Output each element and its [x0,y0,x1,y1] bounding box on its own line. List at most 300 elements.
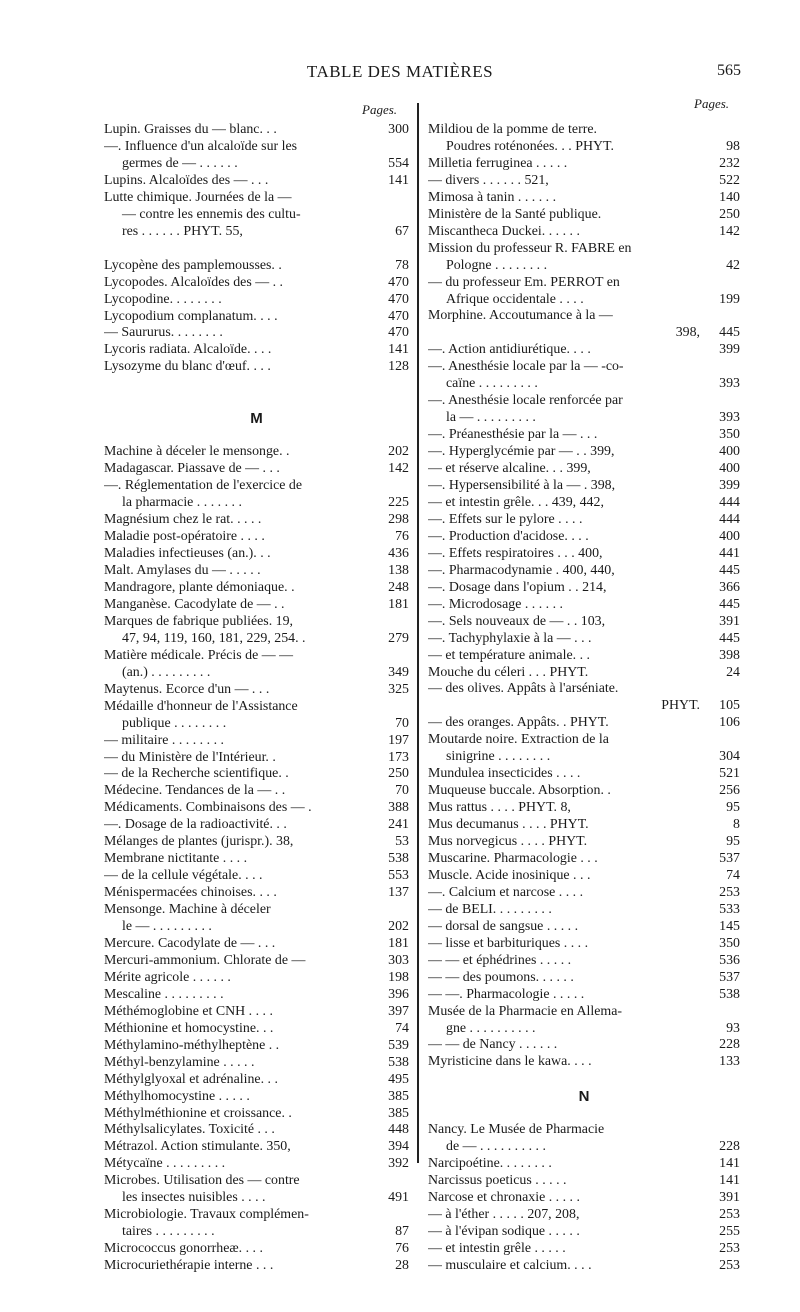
index-entry-text: Lycopodium complanatum. . . . [104,308,278,324]
index-entry [428,631,740,648]
index-entry-text: Microbes. Utilisation des — contre [104,1173,300,1189]
index-entry-text: Mus rattus . . . . PHYT. 8, [428,800,571,816]
index-entry [428,851,740,868]
index-entry-text: Maytenus. Ecorce d'un — . . . [104,681,270,697]
index-entry-text: la — . . . . . . . . . [446,410,536,426]
index-entry-page: 537 [719,850,740,866]
index-entry [104,122,409,139]
index-entry-text: —. Réglementation de l'exercice de [104,478,303,494]
index-entry-text: Microcuriethérapie interne . . . [104,1258,274,1274]
index-entry-page: 67 [395,223,409,239]
index-entry-text: —. Effets respiratoires . . . 400, [428,545,603,561]
index-entry-page: 554 [388,155,409,171]
index-entry-page: 397 [388,1003,409,1019]
index-entry [104,665,409,682]
index-entry-page: 137 [388,885,409,901]
index-entry [428,275,740,292]
index-entry-text: Ministère de la Santé publique. [428,206,602,222]
index-entry-text: (an.) . . . . . . . . . [122,664,211,680]
index-entry-page: 24 [726,664,740,680]
index-entry [104,1156,409,1173]
index-entry-page: 145 [719,918,740,934]
index-entry [428,1207,740,1224]
index-entry [428,749,740,766]
index-entry-page: 536 [719,952,740,968]
index-entry-page: 250 [719,206,740,222]
index-entry-text: —. Anesthésie locale par la — -co- [428,359,624,375]
index-entry [428,834,740,851]
blank-line [104,427,409,444]
index-entry-page: 173 [388,749,409,765]
index-entry-text: —. Production d'acidose. . . . [428,528,589,544]
index-entry [428,258,740,275]
index-entry [104,461,409,478]
index-entry-text: taires . . . . . . . . . [122,1224,215,1240]
index-entry [104,953,409,970]
index-entry-page: 197 [388,732,409,748]
index-entry-page: 385 [388,1105,409,1121]
section-letter: M [250,410,263,428]
index-entry [104,495,409,512]
index-entry-text: Méthylsalicylates. Toxicité . . . [104,1122,275,1138]
index-entry [428,359,740,376]
index-entry-page: 93 [726,1020,740,1036]
index-entry [104,902,409,919]
index-column-right [428,122,740,1275]
index-entry-page: 70 [395,783,409,799]
index-entry-text: Mandragore, plante démoniaque. . [104,579,295,595]
index-entry [104,868,409,885]
index-entry [104,766,409,783]
index-entry [428,393,740,410]
index-entry-page: 470 [388,325,409,341]
index-entry-text: Micrococcus gonorrheæ. . . . [104,1241,263,1257]
index-entry-text: Mercure. Cacodylate de — . . . [104,935,276,951]
index-entry-text: Méthionine et homocystine. . . [104,1020,274,1036]
index-entry-page: 74 [726,867,740,883]
index-entry-text: —. Sels nouveaux de — . . 103, [428,613,606,629]
index-entry [428,936,740,953]
index-entry-text: —. Calcium et narcose . . . . [428,884,584,900]
index-entry-page: 232 [719,155,740,171]
index-entry-text: — du Ministère de l'Intérieur. . [104,749,276,765]
index-entry-page: 521 [719,766,740,782]
index-entry-text: —. Préanesthésie par la — . . . [428,427,598,443]
index-entry-page: 538 [388,1054,409,1070]
index-entry-page: 53 [395,834,409,850]
index-entry-page: 445 [719,630,740,646]
index-entry-text: — — de Nancy . . . . . . [428,1037,558,1053]
blank-line [104,393,409,410]
index-entry [428,766,740,783]
index-entry [104,1055,409,1072]
index-entry [428,1021,740,1038]
index-entry-text: sinigrine . . . . . . . . [446,749,551,765]
index-entry [104,325,409,342]
index-entry-text: Microbiologie. Travaux complémen- [104,1207,309,1223]
index-column-left [104,122,409,1275]
index-entry-page: 70 [395,715,409,731]
index-entry-text: publique . . . . . . . . [122,715,227,731]
index-entry-page: 279 [388,630,409,646]
page-header-title: TABLE DES MATIÈRES [306,62,494,81]
index-entry-page: 300 [388,122,409,137]
pages-label-left: Pages. [362,102,398,117]
index-entry-page: 141 [388,172,409,188]
index-entry [104,987,409,1004]
index-entry-page: 349 [388,664,409,680]
index-entry-text: — —. Pharmacologie . . . . . [428,986,585,1002]
index-entry [428,698,740,715]
index-entry [428,987,740,1004]
index-entry-page: 304 [719,749,740,765]
index-entry-text: Marques de fabrique publiées. 19, [104,613,294,629]
index-entry [428,715,740,732]
index-entry [104,1241,409,1258]
index-entry-text: —. Effets sur le pylore . . . . [428,511,583,527]
index-entry [428,580,740,597]
index-entry [428,1156,740,1173]
index-entry [104,716,409,733]
blank-line [104,376,409,393]
index-entry-text: Métrazol. Action stimulante. 350, [104,1139,291,1155]
index-entry-page: 98 [726,138,740,154]
index-entry-text: Mimosa à tanin . . . . . . [428,189,557,205]
index-entry-text: Maladies infectieuses (an.). . . [104,546,271,562]
index-entry-text: Poudres roténonées. . . PHYT. [446,138,614,154]
index-entry [428,122,740,139]
index-entry [104,173,409,190]
index-entry-text: Muscarine. Pharmacologie . . . [428,850,598,866]
index-entry-text: Médicaments. Combinaisons des — . [104,800,312,816]
index-entry-text: Moutarde noire. Extraction de la [428,732,609,748]
index-entry-text: Lycopène des pamplemousses. . [104,257,282,273]
index-entry-page: 350 [719,935,740,951]
index-entry-page: 495 [388,1071,409,1087]
index-entry [428,512,740,529]
index-entry-text: Lupins. Alcaloïdes des — . . . [104,172,269,188]
index-entry [104,648,409,665]
index-entry [428,495,740,512]
index-entry [428,461,740,478]
index-entry-text: — divers . . . . . . 521, [428,172,549,188]
index-entry [428,1004,740,1021]
index-entry-page: 142 [719,223,740,239]
index-entry [104,563,409,580]
index-entry-page: 445 [719,596,740,612]
index-entry-page: 76 [395,529,409,545]
index-entry-page: 445 [719,562,740,578]
index-entry [104,1038,409,1055]
index-entry [428,1054,740,1071]
index-entry [104,699,409,716]
index-entry-text: Mundulea insecticides . . . . [428,766,581,782]
index-entry-page: 228 [719,1037,740,1053]
index-entry-page: 28 [395,1258,409,1274]
index-entry-text: Lupin. Graisses du — blanc. . . [104,122,277,137]
index-entry-text: Madagascar. Piassave de — . . . [104,461,280,477]
index-entry-text: PHYT. [661,698,700,714]
index-entry [428,885,740,902]
index-entry [104,156,409,173]
index-entry [428,529,740,546]
index-entry [428,1173,740,1190]
index-entry-page: 445 [719,325,740,341]
index-entry-text: Méthylamino-méthylheptène . . [104,1037,280,1053]
index-entry-text: Mildiou de la pomme de terre. [428,122,597,137]
index-entry [428,207,740,224]
index-entry-page: 228 [719,1139,740,1155]
index-entry-text: de — . . . . . . . . . . [446,1139,546,1155]
index-entry-page: 441 [719,545,740,561]
index-entry-page: 539 [388,1037,409,1053]
index-entry [104,275,409,292]
blank-line [104,241,409,258]
index-entry-text: —. Anesthésie locale renforcée par [428,393,623,409]
index-entry-text: Myristicine dans le kawa. . . . [428,1054,592,1070]
index-entry [428,292,740,309]
index-entry-text: Nancy. Le Musée de Pharmacie [428,1122,605,1138]
index-entry-page: 398 [719,647,740,663]
index-entry [428,224,740,241]
index-entry [104,1139,409,1156]
index-entry-page: 392 [388,1156,409,1172]
index-entry-page: 74 [395,1020,409,1036]
index-entry-text: —. Influence d'un alcaloïde sur les [104,138,298,154]
index-entry [428,1241,740,1258]
index-entry [104,512,409,529]
index-entry-text: — à l'évipan sodique . . . . . [428,1224,580,1240]
index-entry-text: Matière médicale. Précis de — — [104,647,293,663]
index-entry-text: Ménispermacées chinoises. . . . [104,885,277,901]
index-entry-page: 133 [719,1054,740,1070]
index-entry-page: 105 [719,698,740,714]
page-number: 565 [717,62,741,79]
index-entry-page: 253 [719,1258,740,1273]
index-entry-page: 391 [719,613,740,629]
index-entry-text: Lycoris radiata. Alcaloïde. . . . [104,342,272,358]
section-letter: N [578,1088,590,1106]
index-entry-text: Muscle. Acide inosinique . . . [428,867,591,883]
index-entry-page: 448 [388,1122,409,1138]
index-entry [428,783,740,800]
index-entry [104,1224,409,1241]
index-entry [104,851,409,868]
index-entry-page: 538 [388,851,409,867]
index-entry-text: gne . . . . . . . . . . [446,1020,536,1036]
index-entry-page: 225 [388,495,409,511]
index-entry [428,241,740,258]
index-entry-page: 394 [388,1139,409,1155]
index-entry-text: Manganèse. Cacodylate de — . . [104,596,285,612]
index-entry-text: Pologne . . . . . . . . [446,257,548,273]
index-entry-page: 537 [719,969,740,985]
index-entry-text: — et température animale. . . [428,647,590,663]
index-entry-text: Narcose et chronaxie . . . . . [428,1190,580,1206]
index-entry [104,783,409,800]
index-entry [428,173,740,190]
index-entry-text: Lutte chimique. Journées de la — [104,189,292,205]
index-entry-text: Miscantheca Duckei. . . . . . [428,223,580,239]
index-entry-page: 142 [388,461,409,477]
index-entry [104,750,409,767]
index-entry-text: Afrique occidentale . . . . [446,291,584,307]
index-entry [428,427,740,444]
index-entry-page: 42 [726,257,740,273]
index-entry-text: Lycopodes. Alcaloïdes des — . . [104,274,284,290]
index-entry [104,258,409,275]
index-entry [428,563,740,580]
index-entry-text: Méthylglyoxal et adrénaline. . . [104,1071,278,1087]
index-entry [104,1190,409,1207]
index-entry-text: Machine à déceler le mensonge. . [104,444,290,460]
index-entry-page: 399 [719,478,740,494]
index-entry [104,359,409,376]
index-entry-text: Méthémoglobine et CNH . . . . [104,1003,273,1019]
index-entry-page: 138 [388,563,409,579]
index-entry-text: —. Microdosage . . . . . . [428,596,564,612]
index-entry-page: 400 [719,461,740,477]
index-entry-page: 78 [395,257,409,273]
index-entry [428,444,740,461]
index-entry-text: — et intestin grêle . . . . . [428,1241,566,1257]
index-entry [428,665,740,682]
index-entry [104,139,409,156]
index-entry [428,681,740,698]
index-entry-text: Mission du professeur R. FABRE en [428,240,632,256]
index-entry [104,292,409,309]
index-entry [428,970,740,987]
index-entry-page: 8 [733,817,740,833]
index-entry-text: — du professeur Em. PERROT en [428,274,620,290]
index-entry [104,529,409,546]
index-entry-page: 391 [719,1190,740,1206]
index-entry-page: 522 [719,172,740,188]
index-entry-page: 248 [388,579,409,595]
index-entry-text: — lisse et barbituriques . . . . [428,935,589,951]
index-entry-text: Narcissus poeticus . . . . . [428,1173,567,1189]
index-entry [428,1139,740,1156]
index-entry [428,308,740,325]
index-entry-page: 303 [388,952,409,968]
index-entry-page: 87 [395,1224,409,1240]
index-entry-page: 350 [719,427,740,443]
index-entry-page: 491 [388,1190,409,1206]
index-entry-page: 256 [719,783,740,799]
index-entry-text: Médaille d'honneur de l'Assistance [104,698,298,714]
index-entry [104,1122,409,1139]
index-entry-page: 399 [719,342,740,358]
index-entry-text: Milletia ferruginea . . . . . [428,155,568,171]
index-entry-page: 95 [726,800,740,816]
index-entry [428,1122,740,1139]
index-entry [428,800,740,817]
index-entry [104,1021,409,1038]
blank-line [428,1105,740,1122]
index-entry-page: 533 [719,901,740,917]
index-entry [104,885,409,902]
index-entry [104,800,409,817]
index-entry-text: Métycaïne . . . . . . . . . [104,1156,226,1172]
index-entry-page: 298 [388,512,409,528]
index-entry-text: — dorsal de sangsue . . . . . [428,918,579,934]
index-entry-page: 253 [719,884,740,900]
index-entry-text: — — des poumons. . . . . . [428,969,574,985]
index-entry-text: — de la cellule végétale. . . . [104,868,263,884]
index-entry-page: 95 [726,834,740,850]
index-entry-page: 250 [388,766,409,782]
index-entry-text: Muqueuse buccale. Absorption. . [428,783,611,799]
index-entry-page: 198 [388,969,409,985]
index-entry [104,631,409,648]
index-entry-page: 202 [388,919,409,935]
index-entry-text: Lycopodine. . . . . . . . [104,291,222,307]
index-entry [104,597,409,614]
index-entry-text: Musée de la Pharmacie en Allema- [428,1003,623,1019]
index-entry-text: — — et éphédrines . . . . . [428,952,572,968]
index-entry-text: Mensonge. Machine à déceler [104,902,271,918]
index-entry-page: 366 [719,579,740,595]
index-entry [428,597,740,614]
pages-label-right: Pages. [694,96,730,111]
index-entry [104,936,409,953]
index-entry [104,817,409,834]
index-entry-text: le — . . . . . . . . . [122,919,212,935]
index-entry-page: 199 [719,291,740,307]
index-entry [428,190,740,207]
index-entry-page: 444 [719,511,740,527]
index-entry-page: 393 [719,410,740,426]
index-entry [428,953,740,970]
index-entry-text: Mus decumanus . . . . PHYT. [428,817,589,833]
index-entry [104,919,409,936]
index-entry-text: — des olives. Appâts à l'arséniate. [428,681,619,697]
index-entry-page: 141 [719,1156,740,1172]
index-entry-page: 436 [388,546,409,562]
index-entry [104,1089,409,1106]
index-entry-page: 241 [388,817,409,833]
index-entry-text: Lysozyme du blanc d'œuf. . . . [104,359,271,375]
index-entry-text: Mercuri-ammonium. Chlorate de — [104,952,306,968]
index-entry-page: 140 [719,189,740,205]
index-entry-page: 202 [388,444,409,460]
index-entry-text: Membrane nictitante . . . . [104,851,248,867]
index-entry-page: 106 [719,715,740,731]
index-entry [428,410,740,427]
index-entry [104,309,409,326]
index-entry-text: Maladie post-opératoire . . . . [104,529,265,545]
index-entry-text: — et réserve alcaline. . . 399, [428,461,591,477]
index-entry [104,580,409,597]
index-entry [104,1207,409,1224]
index-entry-text: Méthylméthionine et croissance. . [104,1105,292,1121]
index-entry-text: res . . . . . . PHYT. 55, [122,223,243,239]
index-entry [104,614,409,631]
index-entry [428,139,740,156]
index-entry-text: — contre les ennemis des cultu- [122,206,301,222]
index-entry-text: —. Tachyphylaxie à la — . . . [428,630,592,646]
index-entry [428,817,740,834]
index-entry-text: Mérite agricole . . . . . . [104,969,231,985]
index-entry-text: Méthyl-benzylamine . . . . . [104,1054,255,1070]
index-entry-page: 470 [388,308,409,324]
index-entry-text: —. Hypersensibilité à la — . 398, [428,478,616,494]
index-entry-text: Médecine. Tendances de la — . . [104,783,286,799]
index-entry-page: 141 [719,1173,740,1189]
index-entry [104,190,409,207]
index-entry-page: 141 [388,342,409,358]
index-entry [104,1258,409,1275]
